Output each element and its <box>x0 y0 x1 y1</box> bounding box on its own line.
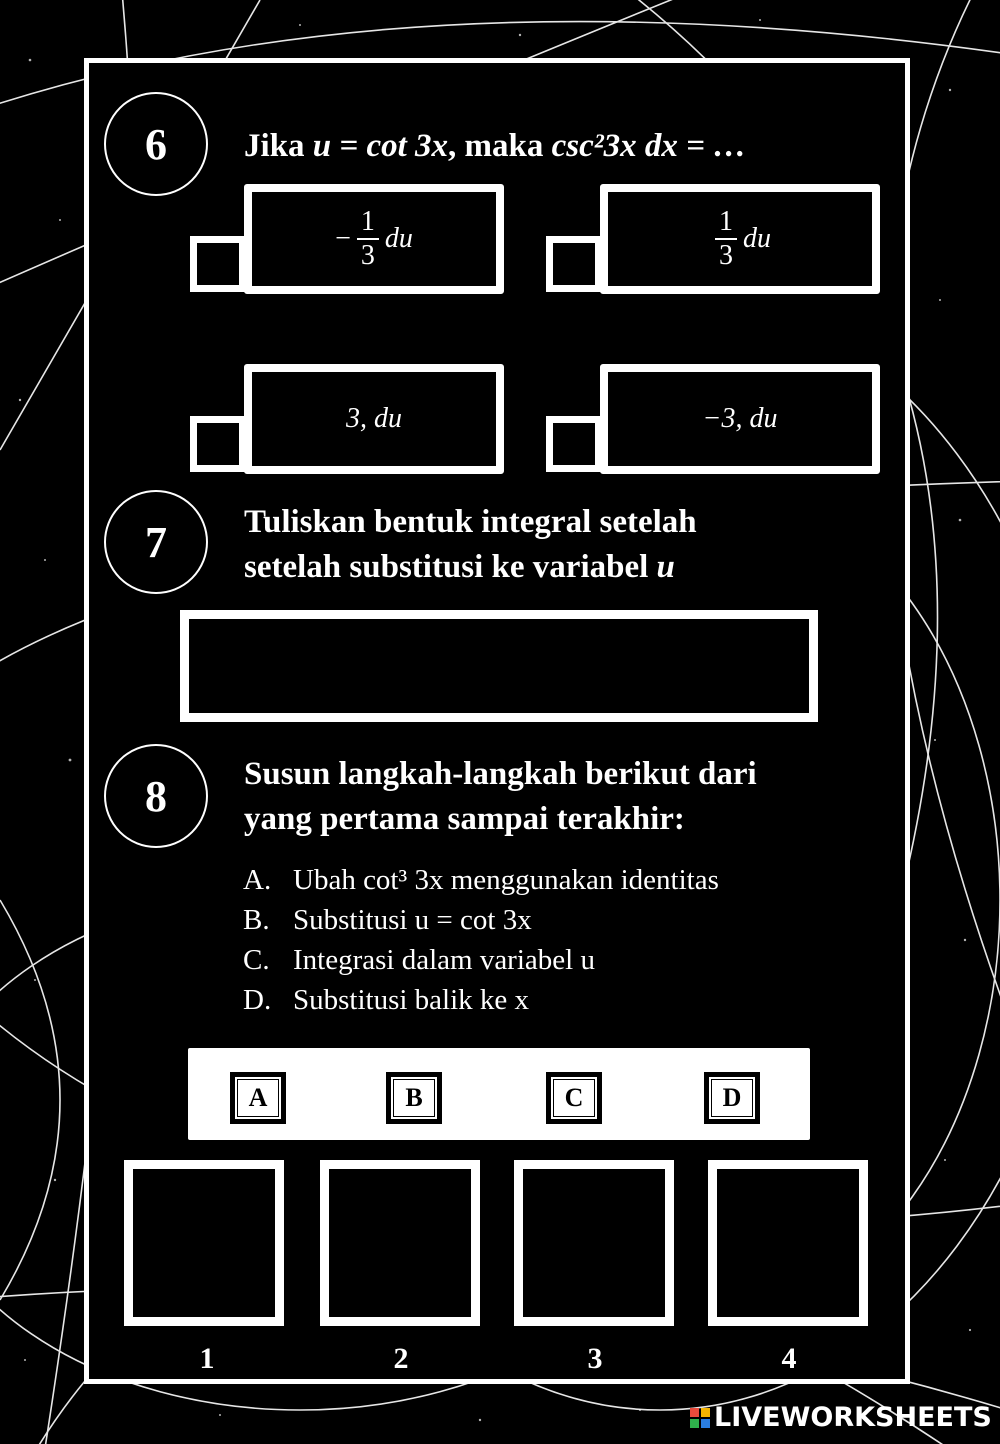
step-item <box>243 860 719 900</box>
option-a-denominator: 3 <box>360 240 375 271</box>
option-a-numerator: 1 <box>357 206 379 240</box>
question-7-variable: u <box>656 549 675 585</box>
step-item <box>243 940 719 980</box>
drop-slot-1[interactable] <box>124 1160 284 1326</box>
brand-name: LIVEWORKSHEETS <box>714 1402 992 1433</box>
question-number-8 <box>104 744 208 848</box>
question-7-answer-input[interactable] <box>180 610 818 722</box>
drag-chip-b[interactable] <box>386 1072 442 1124</box>
question-number-7 <box>104 490 208 594</box>
step-item <box>243 980 719 1020</box>
question-8-text <box>244 752 757 842</box>
drag-chip-tray <box>188 1048 810 1140</box>
slot-number-1: 1 <box>199 1342 215 1375</box>
step-text: Integrasi dalam variabel u <box>293 944 595 976</box>
option-a-checkbox[interactable] <box>190 236 246 292</box>
option-a-fraction <box>357 206 379 272</box>
slot-number-3: 3 <box>587 1342 603 1375</box>
option-a-variable: du <box>384 223 413 254</box>
option-b-numerator: 1 <box>715 206 737 240</box>
question-6-mid: , maka <box>448 128 552 164</box>
drop-slot-2[interactable] <box>320 1160 480 1326</box>
question-7-line-2 <box>244 545 697 590</box>
step-letter: A. <box>243 864 272 896</box>
question-6-equation-u: u = cot 3x <box>312 128 449 164</box>
question-number-text: 8 <box>145 771 167 821</box>
option-b[interactable] <box>600 184 880 294</box>
question-number-text: 6 <box>145 119 167 169</box>
question-6-prefix: Jika <box>244 128 313 164</box>
option-d[interactable] <box>600 364 880 474</box>
option-d-checkbox[interactable] <box>546 416 602 472</box>
step-list <box>243 860 719 1020</box>
slot-number-2: 2 <box>393 1342 409 1375</box>
drop-slot-3[interactable] <box>514 1160 674 1326</box>
option-b-variable: du <box>743 223 771 254</box>
chip-label: B <box>405 1083 423 1112</box>
chip-label: A <box>248 1083 268 1112</box>
drag-chip-a[interactable] <box>230 1072 286 1124</box>
option-a-sign: − <box>335 223 351 254</box>
question-8-line-1: Susun langkah-langkah berikut dari <box>244 756 757 792</box>
question-7-line-1: Tuliskan bentuk integral setelah <box>244 504 697 540</box>
question-7-line-2-text: setelah substitusi ke variabel <box>244 549 657 585</box>
option-a[interactable] <box>244 184 504 294</box>
step-letter: D. <box>243 984 272 1016</box>
option-b-denominator: 3 <box>719 240 733 271</box>
option-c-checkbox[interactable] <box>190 416 246 472</box>
question-7-text <box>244 500 697 590</box>
drag-chip-c[interactable] <box>546 1072 602 1124</box>
option-c-text: 3, du <box>346 403 402 434</box>
question-8-line-2: yang pertama sampai terakhir: <box>244 801 685 837</box>
question-number-6 <box>104 92 208 196</box>
question-number-text: 7 <box>145 517 167 567</box>
drag-chip-d[interactable] <box>704 1072 760 1124</box>
drop-slot-4[interactable] <box>708 1160 868 1326</box>
chip-label: C <box>564 1083 584 1112</box>
step-letter: C. <box>243 944 270 976</box>
question-6-equation-integrand: csc²3x dx = … <box>551 128 747 164</box>
step-text: Substitusi u = cot 3x <box>293 904 532 936</box>
step-text: Ubah cot³ 3x menggunakan identitas <box>293 864 719 896</box>
option-b-checkbox[interactable] <box>546 236 602 292</box>
liveworksheets-logo-icon <box>690 1408 710 1428</box>
slot-number-4: 4 <box>781 1342 797 1375</box>
step-item <box>243 900 719 940</box>
question-6-text <box>244 124 746 169</box>
step-letter: B. <box>243 904 270 936</box>
chip-label: D <box>722 1083 742 1112</box>
option-b-fraction <box>715 206 737 272</box>
option-c[interactable] <box>244 364 504 474</box>
option-d-text: −3, du <box>702 403 778 434</box>
step-text: Substitusi balik ke x <box>293 984 530 1016</box>
liveworksheets-logo <box>690 1402 992 1433</box>
